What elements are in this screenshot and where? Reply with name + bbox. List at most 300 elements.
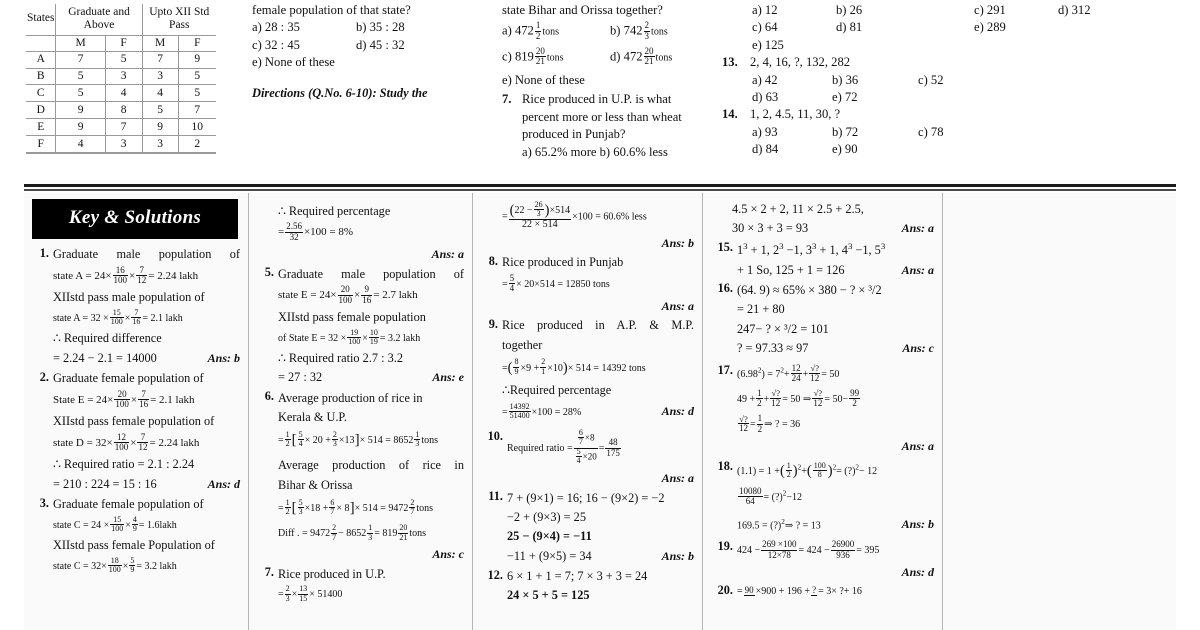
option-b: b) 36 xyxy=(832,72,859,87)
table-row xyxy=(26,136,216,153)
fraction: $\frac{√?}{12}$ xyxy=(813,388,823,408)
answer-badge: Ans: b xyxy=(207,350,240,365)
option-row xyxy=(252,19,494,36)
question-number: 14. xyxy=(722,107,738,122)
sol3-line2: XIIstd pass female Population of xyxy=(53,538,215,553)
sol1-eq1: state A = 24× $\frac{16}{100}$ × $\frac{7}{12}$ = 2.24 lakh xyxy=(53,264,199,286)
solution-body xyxy=(278,264,464,387)
th-states: States xyxy=(26,4,56,35)
question-text: 1, 2, 4.5, 11, 30, ? xyxy=(750,107,841,122)
option-d-int: 472 xyxy=(623,49,643,64)
sol16-line4-row xyxy=(737,340,934,358)
option-a: a) 42 xyxy=(752,72,778,87)
solution-body xyxy=(278,201,464,263)
solution-number: 20. xyxy=(717,583,733,598)
cell-state: C xyxy=(26,85,56,102)
option-row xyxy=(962,19,1194,36)
answer-badge: Ans: a xyxy=(661,470,694,485)
solution-number: 15. xyxy=(717,239,733,254)
top-column-table xyxy=(0,0,250,182)
solution-body xyxy=(278,388,464,563)
option-d xyxy=(610,45,673,67)
cell-grad-f: 8 xyxy=(105,102,142,119)
solution-number: 11. xyxy=(488,489,503,504)
sol12-line1: 6 × 1 + 1 = 7; 7 × 3 + 3 = 24 xyxy=(507,569,648,584)
fraction: $\frac{20}{21}$ xyxy=(644,45,654,66)
sol2-line4-row xyxy=(53,476,240,494)
top-column-q13-q14 xyxy=(720,0,960,182)
solution-number: 3. xyxy=(39,495,49,510)
fraction: $\frac{269 \times 100}{12\times 78}$ xyxy=(762,539,797,560)
directions-note: Directions (Q.No. 6-10): Study the xyxy=(252,85,428,100)
option-c: c) 78 xyxy=(918,124,944,139)
cell-grad-m: 5 xyxy=(56,85,105,102)
sol7tail-eq: = (22 − $\frac{26}{3}$ )×514 22 × 514 ×100 = 60.6% less xyxy=(502,200,647,231)
top-column-q6-q7 xyxy=(500,0,720,182)
option-b-label: b) xyxy=(610,23,621,38)
q7-line3: produced in Punjab? xyxy=(522,127,626,142)
fraction: $\frac{15}{100}$ xyxy=(111,514,124,533)
cell-grad-f: 4 xyxy=(105,85,142,102)
th-graduate-above: Graduate and Above xyxy=(56,4,142,35)
sol5-eq2: of State E = 32 × $\frac{19}{100}$ × $\frac{10}{19}$ = 3.2 lakh xyxy=(278,327,421,346)
sol3-eq1: state C = 24 × $\frac{15}{100}$ × $\frac{4}{9}$ = 1.6lakh xyxy=(53,514,177,533)
sol11-line3: 25 − (9×4) = −11 xyxy=(507,529,592,544)
cell-grad-f: 3 xyxy=(105,136,142,153)
th-grad-m: M xyxy=(56,35,105,51)
sol11-line2: −2 + (9×3) = 25 xyxy=(507,510,586,525)
option-e: e) 289 xyxy=(974,20,1006,35)
fraction: $\frac{16}{100}$ xyxy=(113,264,128,286)
cell-grad-f: 3 xyxy=(105,68,142,85)
fraction: $\frac{1}{2}$ xyxy=(285,429,290,449)
sol1-line2: XIIstd pass male population of xyxy=(53,290,205,305)
option-b: b) 35 : 28 xyxy=(356,20,405,35)
fraction: $\frac{10}{19}$ xyxy=(369,327,378,346)
solution-4-tail xyxy=(257,201,464,263)
option-e: e) None of these xyxy=(252,55,335,70)
sol14-line2: 30 × 3 + 3 = 93 xyxy=(732,220,809,235)
sol5-line4: = 27 : 32 xyxy=(278,370,323,385)
cell-grad-m: 5 xyxy=(56,68,105,85)
sol4-line1: ∴ Required percentage xyxy=(278,203,391,218)
sol15-line1: $1^3 + 1$, $2^3 -1$, $3^3 + 1$, $4^3 -1$, $5^3$ xyxy=(737,241,886,258)
answer-badge: Ans: d xyxy=(901,564,934,579)
solutions-column-1 xyxy=(24,193,248,630)
option-b-int: 742 xyxy=(623,23,643,38)
solution-5 xyxy=(257,264,464,387)
th-xii-m: M xyxy=(142,35,178,51)
cell-grad-m: 9 xyxy=(56,102,105,119)
solution-body xyxy=(507,488,694,565)
top-questions-section xyxy=(0,0,1200,182)
th-grad-f: F xyxy=(105,35,142,51)
sol6-eq1: = $\frac{1}{2}$ [ $\frac{5}{4}$ × 20 + $\frac{2}{3}$ ×13]× 514 = 8652 $\frac{1}{3}$ tons xyxy=(278,429,439,449)
option-d: d) 63 xyxy=(752,89,779,104)
cell-xii-f: 9 xyxy=(178,51,216,68)
sol5-line1: Graduate male population of xyxy=(278,266,464,281)
solution-19 xyxy=(711,538,934,581)
cell-xii-m: 3 xyxy=(142,68,178,85)
fraction: (22 − $\frac{26}{3}$ )×514 22 × 514 xyxy=(509,200,571,231)
fraction: 90 xyxy=(744,584,754,595)
sol3-eq2: state C = 32× $\frac{18}{100}$ × $\frac{5}{9}$ = 3.2 lakh xyxy=(53,555,177,575)
fraction: $\frac{1}{2}$ xyxy=(757,413,763,434)
option-b xyxy=(610,22,668,41)
cell-grad-m: 4 xyxy=(56,136,105,153)
answer-badge: Ans: a xyxy=(901,262,934,277)
option-c: c) 291 xyxy=(974,3,1006,17)
answer-badge: Ans: a xyxy=(901,438,934,453)
sol6-line3: Average production of rice in xyxy=(278,458,464,473)
option-e: e) 72 xyxy=(832,89,858,104)
option-a-unit: tons xyxy=(542,26,560,38)
fraction: $\frac{7}{12}$ xyxy=(138,432,148,453)
sol2-eq1: State E = 24× $\frac{20}{100}$ × $\frac{7}{16}$ = 2.1 lakh xyxy=(53,388,195,410)
fraction: $\frac{5}{4}$ xyxy=(298,429,303,449)
fraction: $\frac{100}{8}$ xyxy=(813,461,826,480)
option-d: d) 81 xyxy=(836,20,863,35)
option-a: a) 28 : 35 xyxy=(252,20,300,35)
answer-badge: Ans: c xyxy=(432,546,464,561)
cell-xii-f: 7 xyxy=(178,102,216,119)
fraction: $\frac{26900}{936}$ xyxy=(831,539,855,560)
solution-15 xyxy=(711,239,934,280)
solution-number: 2. xyxy=(39,369,49,384)
fraction: $\frac{1}{2}$ xyxy=(757,388,762,409)
option-c xyxy=(502,45,610,67)
answer-badge: Ans: c xyxy=(902,340,934,355)
section-divider-thick xyxy=(24,184,1176,187)
option-e: e) 125 xyxy=(752,37,784,52)
fraction: $\frac{5}{4}$ xyxy=(576,446,581,465)
solution-body xyxy=(737,538,934,581)
th-blank xyxy=(26,35,56,51)
option-c-unit: tons xyxy=(546,52,564,64)
solution-body xyxy=(53,245,240,368)
answer-badge: Ans: b xyxy=(661,235,694,250)
sol9-line2: together xyxy=(502,337,543,352)
sol17-eq3: $\frac{√?}{12}$ = $\frac{1}{2}$ ⇒ ? = 36 xyxy=(739,413,801,434)
answer-badge: Ans: b xyxy=(901,516,934,531)
fraction: $\frac{20}{100}$ xyxy=(115,388,129,410)
solution-16 xyxy=(711,280,934,357)
fraction: $\frac{5}{3}$ xyxy=(298,497,303,516)
fraction: $\frac{7}{12}$ xyxy=(137,264,147,286)
solution-body xyxy=(737,362,934,455)
sol9-line1: Rice produced in A.P. & M.P. xyxy=(502,318,694,333)
option-row xyxy=(722,89,954,106)
sol16-line4: ? = 97.33 ≈ 97 xyxy=(737,340,809,355)
fraction: $\frac{26}{3}$ xyxy=(534,200,543,219)
solution-number: 19. xyxy=(717,539,733,554)
sol6-line2: Kerala & U.P. xyxy=(278,409,347,424)
sol16-line3: 247− ? × ³/2 = 101 xyxy=(737,321,829,336)
option-d: d) 45 : 32 xyxy=(356,37,405,52)
answer-badge: Ans: a xyxy=(901,220,934,235)
solution-number: 1. xyxy=(39,245,49,260)
option-b: b) 26 xyxy=(836,3,863,17)
fraction: $\frac{6}{7}$ xyxy=(578,428,583,447)
sol19-eq: 424 − $\frac{269 \times 100}{12\times 78}$ = 424 − $\frac{26900}{936}$ = 395 xyxy=(737,539,880,560)
cell-state: D xyxy=(26,102,56,119)
fraction: $\frac{2}{3}$ xyxy=(332,429,337,449)
fraction: $\frac{13}{15}$ xyxy=(299,584,308,603)
solution-number: 17. xyxy=(717,362,733,377)
fraction: $\frac{2.56}{32}$ xyxy=(286,221,302,242)
sol11-line4: −11 + (9×5) = 34 xyxy=(507,548,592,563)
fraction: $\frac{1}{3}$ xyxy=(368,523,373,542)
sol2-line1: Graduate female population of xyxy=(53,371,204,386)
question-number: 13. xyxy=(722,55,738,70)
solution-2 xyxy=(32,369,240,494)
sol6-eq3: Diff . = 9472 $\frac{2}{7}$ − 8652 $\frac{1}{3}$ = 819 $\frac{20}{21}$ tons xyxy=(278,523,427,542)
question-7 xyxy=(502,91,714,161)
solutions-column-3 xyxy=(472,193,702,630)
q7-options: a) 65.2% more b) 60.6% less xyxy=(522,144,668,159)
solution-11 xyxy=(481,488,694,565)
fraction: $\frac{20}{100}$ xyxy=(338,284,353,305)
sol2-line3: ∴ Required ratio = 2.1 : 2.24 xyxy=(53,457,195,472)
sol14-line2-row xyxy=(732,220,934,238)
solutions-column-2 xyxy=(248,193,472,630)
sol7-line1: Rice produced in U.P. xyxy=(278,566,386,581)
fraction: $\frac{12}{24}$ xyxy=(791,362,801,383)
solution-7-tail xyxy=(481,199,694,252)
table-row xyxy=(26,51,216,68)
fraction: $\frac{5}{4}$ xyxy=(509,273,515,294)
cell-xii-m: 4 xyxy=(142,85,178,102)
th-upto-xii: Upto XII Std Pass xyxy=(142,4,216,35)
sol15-line2-row xyxy=(737,262,934,280)
solution-12 xyxy=(481,567,694,607)
option-b: b) 72 xyxy=(832,124,859,139)
sol12-line2: 24 × 5 + 5 = 125 xyxy=(507,588,590,603)
option-row xyxy=(962,2,1194,19)
option-row xyxy=(722,2,954,19)
option-e: e) None of these xyxy=(502,73,585,88)
cell-xii-m: 3 xyxy=(142,136,178,153)
solution-18 xyxy=(711,458,934,536)
fraction: $\frac{15}{100}$ xyxy=(110,308,123,327)
sol9-eq2: = $\frac{14392}{51400}$ ×100 = 28% xyxy=(502,401,582,421)
option-row xyxy=(722,124,954,141)
cell-xii-m: 7 xyxy=(142,51,178,68)
sol17-eq2: 49 + $\frac{1}{2}$ + $\frac{√?}{12}$ = 50 ⇒ $\frac{√?}{12}$ = 50− $\frac{99}{2}$ xyxy=(737,388,860,409)
option-d: d) 84 xyxy=(752,142,779,156)
table-row xyxy=(26,119,216,136)
option-row xyxy=(722,141,954,158)
fraction: $\frac{√?}{12}$ xyxy=(771,388,781,408)
option-row xyxy=(722,37,954,54)
sol15-line2: + 1 So, 125 + 1 = 126 xyxy=(737,262,845,277)
question-stem-tail: state Bihar and Orissa together? xyxy=(502,3,663,17)
sol18-eq3-row xyxy=(737,514,934,537)
fraction: ? xyxy=(812,584,817,595)
solution-body xyxy=(737,582,934,603)
fraction: $\frac{7}{16}$ xyxy=(139,388,149,410)
question-number: 7. xyxy=(502,92,512,107)
fraction: $\frac{14392}{51400}$ xyxy=(509,401,530,421)
sol1-line1: Graduate male population of xyxy=(53,247,240,262)
sol6-eq2: = $\frac{1}{2}$ [ $\frac{5}{3}$ ×18 + $\frac{6}{7}$ × 8]× 514 = 9472 $\frac{2}{7}$ tons xyxy=(278,497,434,516)
solution-body xyxy=(502,316,694,424)
top-column-q5 xyxy=(250,0,500,182)
option-d-unit: tons xyxy=(655,52,673,64)
fraction: $\frac{√?}{12}$ xyxy=(810,362,820,383)
q7-line2: percent more or less than wheat xyxy=(522,109,682,124)
fraction: $\frac{19}{100}$ xyxy=(348,327,361,346)
sol11-line4-row xyxy=(507,548,694,566)
sol1-line4-row xyxy=(53,350,240,368)
sol17-eq1: $(6.98^2) = 7^2+$ $\frac{12}{24}$ + $\frac{√?}{12}$ = 50 xyxy=(737,362,840,383)
solutions-column-4 xyxy=(702,193,942,630)
fraction: $\frac{10080}{64}$ xyxy=(739,486,762,507)
sol10-eq: Required ratio = $\frac{6}{7}$ ×8 $\frac{5}{4}$ ×20 = $\frac{48}{175}$ xyxy=(507,428,620,465)
sol5-line3: ∴ Required ratio 2.7 : 3.2 xyxy=(278,350,403,365)
solution-number: 18. xyxy=(717,459,733,474)
table-row xyxy=(26,68,216,85)
sol1-line3: ∴ Required difference xyxy=(53,331,162,346)
solution-3 xyxy=(32,495,240,579)
solution-body xyxy=(737,239,934,280)
fraction: $\frac{2}{3}$ xyxy=(285,584,290,603)
solution-1 xyxy=(32,245,240,368)
sol20-eq: = 90 ×900 + 196 + ? = 3× ?+ 16 xyxy=(737,584,862,598)
sol5-line2: XIIstd pass female population xyxy=(278,309,426,324)
fraction: $\frac{99}{2}$ xyxy=(850,388,860,409)
option-c-label: c) xyxy=(502,49,512,64)
sol18-eq1: (1.1) = 1 +( $\frac{1}{2}$ )$^2$+( $\frac{100}{8}$ )$^2$= (?)$^2$− 12 xyxy=(737,461,878,480)
solution-body xyxy=(278,564,464,607)
sol5-eq1: state E = 24× $\frac{20}{100}$ × $\frac{9}{16}$ = 2.7 lakh xyxy=(278,284,418,305)
cell-state: E xyxy=(26,119,56,136)
sol7-eq: = $\frac{2}{3}$ × $\frac{13}{15}$ × 51400 xyxy=(278,584,343,603)
fraction: $\frac{2}{7}$ xyxy=(410,497,415,516)
answer-badge: Ans: b xyxy=(661,548,694,563)
question-stem-tail: female population of that state? xyxy=(252,3,411,17)
sol6-line1: Average production of rice in xyxy=(278,390,423,405)
section-divider-thin xyxy=(24,189,1176,191)
option-row xyxy=(722,72,954,89)
fraction: $\frac{1}{2}$ xyxy=(786,461,791,480)
fraction: $\frac{9}{16}$ xyxy=(362,284,372,305)
table-row xyxy=(26,102,216,119)
option-e: e) 90 xyxy=(832,142,858,156)
table-bottom-rule xyxy=(26,153,216,154)
fraction: $\frac{4}{9}$ xyxy=(132,514,137,533)
th-xii-f: F xyxy=(178,35,216,51)
key-and-solutions-title: Key & Solutions xyxy=(32,199,238,239)
sol9-eq1: =( $\frac{8}{9}$ ×9 + $\frac{2}{1}$ ×10)× 514 = 14392 tons xyxy=(502,357,646,376)
option-c-int: 819 xyxy=(514,49,534,64)
solution-number: 7. xyxy=(264,565,274,580)
solution-8 xyxy=(481,253,694,315)
solution-number: 10. xyxy=(487,429,503,444)
fraction: $\frac{1}{2}$ xyxy=(285,497,290,516)
cell-xii-m: 9 xyxy=(142,119,178,136)
fraction: $\frac{12}{100}$ xyxy=(114,432,129,453)
fraction: $\frac{48}{175}$ xyxy=(606,437,620,458)
solution-number: 6. xyxy=(264,389,274,404)
cell-grad-f: 7 xyxy=(105,119,142,136)
option-row xyxy=(722,19,954,36)
cell-xii-f: 10 xyxy=(178,119,216,136)
fraction: $\frac{20}{21}$ xyxy=(399,523,408,542)
solution-number: 8. xyxy=(488,253,498,268)
solution-number: 5. xyxy=(264,265,274,280)
solution-20 xyxy=(711,582,934,603)
answer-badge: Ans: d xyxy=(207,476,240,491)
sol1-line4: = 2.24 − 2.1 = 14000 xyxy=(53,350,157,365)
sol9-line3: ∴Required percentage xyxy=(502,382,612,397)
question-14 xyxy=(722,106,954,123)
sol11-line1: 7 + (9×1) = 16; 16 − (9×2) = −2 xyxy=(507,490,665,505)
top-column-options xyxy=(960,0,1200,182)
solution-17 xyxy=(711,362,934,455)
sol3-line1: Graduate female population of xyxy=(53,497,204,512)
cell-grad-m: 7 xyxy=(56,51,105,68)
states-education-table xyxy=(26,4,216,153)
solutions-column-5-blank xyxy=(942,193,1176,630)
table-row xyxy=(26,85,216,102)
solution-body xyxy=(737,458,934,536)
sol8-eq: = $\frac{5}{4}$ × 20×514 = 12850 tons xyxy=(502,273,610,294)
solution-body xyxy=(507,567,694,607)
fraction: $\frac{18}{100}$ xyxy=(108,555,121,575)
sol18-eq3: 169.5 = (?)$^2$⇒ ? = 13 xyxy=(737,517,821,531)
option-a: a) 12 xyxy=(752,3,778,17)
cell-state: B xyxy=(26,68,56,85)
option-row xyxy=(502,22,714,41)
question-body xyxy=(522,91,714,161)
option-b-unit: tons xyxy=(651,26,668,38)
table-body xyxy=(26,51,216,152)
sol14-line1: 4.5 × 2 + 2, 11 × 2.5 + 2.5, xyxy=(732,201,864,216)
option-d: d) 312 xyxy=(1058,3,1091,17)
cell-xii-m: 5 xyxy=(142,102,178,119)
solution-7 xyxy=(257,564,464,607)
solution-body xyxy=(737,280,934,357)
cell-grad-f: 5 xyxy=(105,51,142,68)
sol6-line4: Bihar & Orissa xyxy=(278,477,353,492)
cell-state: A xyxy=(26,51,56,68)
option-a xyxy=(502,22,610,41)
fraction: $\frac{8}{9}$ xyxy=(514,357,519,376)
cell-xii-f: 5 xyxy=(178,68,216,85)
solution-10 xyxy=(481,428,694,487)
cell-xii-f: 2 xyxy=(178,136,216,153)
solution-body xyxy=(502,199,694,252)
sol8-line1: Rice produced in Punjab xyxy=(502,255,624,270)
fraction: $\frac{2}{1}$ xyxy=(541,357,546,376)
fraction: $\frac{5}{9}$ xyxy=(130,555,135,575)
answer-badge: Ans: a xyxy=(431,246,464,261)
answer-badge: Ans: d xyxy=(661,403,694,418)
cell-xii-f: 5 xyxy=(178,85,216,102)
solution-9 xyxy=(481,316,694,424)
fraction: $\frac{2}{7}$ xyxy=(332,523,337,542)
fraction: $\frac{1}{3}$ xyxy=(415,429,420,449)
solution-6 xyxy=(257,388,464,563)
option-a: a) 93 xyxy=(752,124,778,139)
solution-body xyxy=(53,369,240,494)
solution-body xyxy=(53,495,240,579)
option-d-label: d) xyxy=(610,49,621,64)
sol16-line1: (64. 9) ≈ 65% × 380 − ? × ³/2 xyxy=(737,282,882,297)
q7-line1: Rice produced in U.P. is what xyxy=(522,92,672,107)
solution-number: 9. xyxy=(488,316,498,331)
